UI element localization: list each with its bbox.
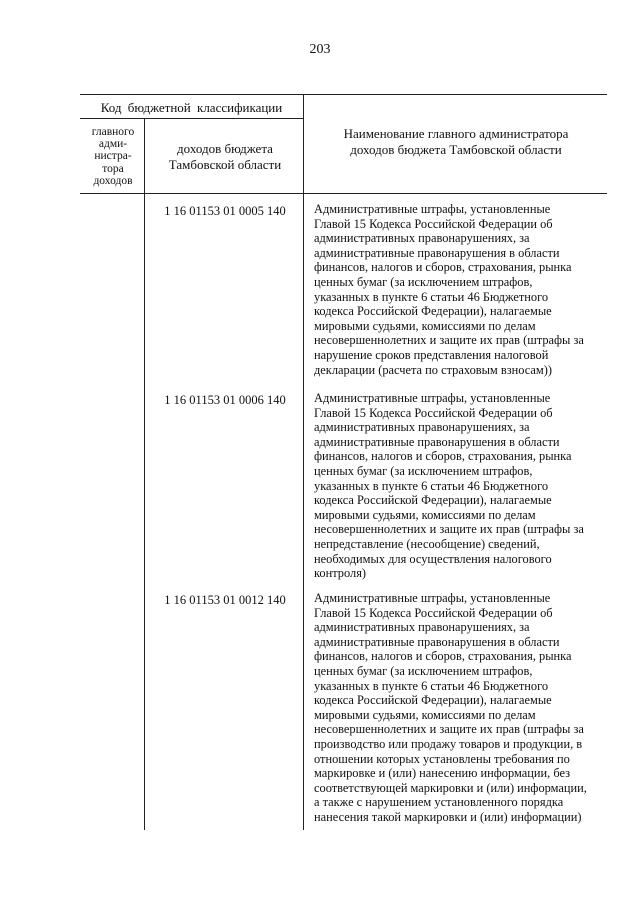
description-line: нанесения такой маркировки и (или) информации) [314, 809, 582, 824]
header-income-code [147, 141, 303, 173]
description-line: кодекса Российской Федерации), налагаемые [314, 304, 552, 319]
description-line: Административные штрафы, установленные [314, 591, 551, 605]
description-line: несовершеннолетних и защите их прав (штрафы за [314, 522, 584, 537]
table-top-border [80, 94, 607, 95]
row-description [314, 391, 614, 581]
description-line: административных правонарушениях, за [314, 620, 530, 635]
description-line: кодекса Российской Федерации), налагаемые [314, 493, 552, 508]
column-divider-admin [144, 118, 145, 830]
description-line: указанных в пункте 6 статьи 46 Бюджетного [314, 289, 549, 304]
description-line: несовершеннолетних и защите их прав (штрафы за [314, 722, 584, 737]
description-line: финансов, налогов и сборов, страхования, рынка [314, 449, 572, 464]
header-admin-line: доходов [93, 174, 133, 187]
description-line: соответствующей маркировки и (или) информации, [314, 780, 587, 795]
page-number: 203 [309, 42, 331, 57]
description-line: несовершеннолетних и защите их прав (штрафы за [314, 333, 584, 348]
description-line: финансов, налогов и сборов, страхования, рынка [314, 649, 572, 664]
description-line: Административные штрафы, установленные [314, 202, 551, 216]
description-line: кодекса Российской Федерации), налагаемые [314, 693, 552, 708]
description-line: Главой 15 Кодекса Российской Федерации об [314, 605, 553, 620]
description-line: Главой 15 Кодекса Российской Федерации об [314, 405, 553, 420]
description-line: отношении которых установлены требования по [314, 751, 570, 766]
header-admin-line: нистра- [94, 150, 132, 163]
description-line: указанных в пункте 6 статьи 46 Бюджетного [314, 678, 549, 693]
header-admin-line: тора [102, 162, 124, 175]
description-line: ценных бумаг (за исключением штрафов, [314, 463, 533, 478]
description-line: маркировке и (или) нанесению информации, без [314, 766, 571, 781]
header-name-line: доходов бюджета Тамбовской области [350, 142, 562, 157]
description-line: ценных бумаг (за исключением штрафов, [314, 274, 533, 289]
description-line: указанных в пункте 6 статьи 46 Бюджетного [314, 478, 549, 493]
description-line: административных правонарушениях, за [314, 420, 530, 435]
description-line: административных правонарушениях, за [314, 231, 530, 246]
header-admin-name [306, 126, 606, 158]
header-bottom-border [80, 193, 607, 194]
header-admin-line: главного [91, 126, 135, 138]
description-line: мировыми судьями, комиссиями по делам [314, 707, 536, 722]
row-code: 1 16 01153 01 0006 140 [164, 393, 286, 407]
description-line: мировыми судьями, комиссиями по делам [314, 318, 536, 333]
column-divider-name [303, 94, 304, 830]
description-line: необходимых для осуществления налогового [314, 551, 552, 566]
description-line: административные правонарушения в области [314, 634, 560, 649]
description-line: административные правонарушения в области [314, 434, 560, 449]
description-line: мировыми судьями, комиссиями по делам [314, 507, 536, 522]
row-description [314, 591, 614, 825]
row-code: 1 16 01153 01 0005 140 [164, 204, 286, 218]
description-line: производство или продажу товаров и продукции, в [314, 736, 583, 751]
description-line: ценных бумаг (за исключением штрафов, [314, 663, 533, 678]
description-line: нарушение сроков представления налоговой [314, 347, 549, 362]
header-income-line: доходов бюджета [177, 141, 273, 156]
header-admin-line: адми- [98, 138, 128, 151]
description-line: административные правонарушения в области [314, 245, 560, 260]
header-budget-classification-code: Код бюджетной классификации [100, 100, 283, 115]
description-line: непредставление (несообщение) сведений, [314, 536, 540, 551]
description-line: финансов, налогов и сборов, страхования, рынка [314, 260, 572, 275]
header-group-divider [80, 118, 303, 119]
description-line: Главой 15 Кодекса Российской Федерации об [314, 216, 553, 231]
header-name-line: Наименование главного администратора [343, 126, 569, 141]
description-line: Административные штрафы, установленные [314, 391, 551, 405]
row-code: 1 16 01153 01 0012 140 [164, 593, 286, 607]
row-description [314, 202, 614, 377]
header-income-line: Тамбовской области [168, 157, 282, 172]
description-line: декларации (расчета по страховым взносам)) [314, 362, 552, 377]
description-line: контроля) [314, 566, 367, 581]
description-line: а также с нарушением установленного порядка [314, 795, 564, 810]
header-admin-code [83, 126, 143, 187]
